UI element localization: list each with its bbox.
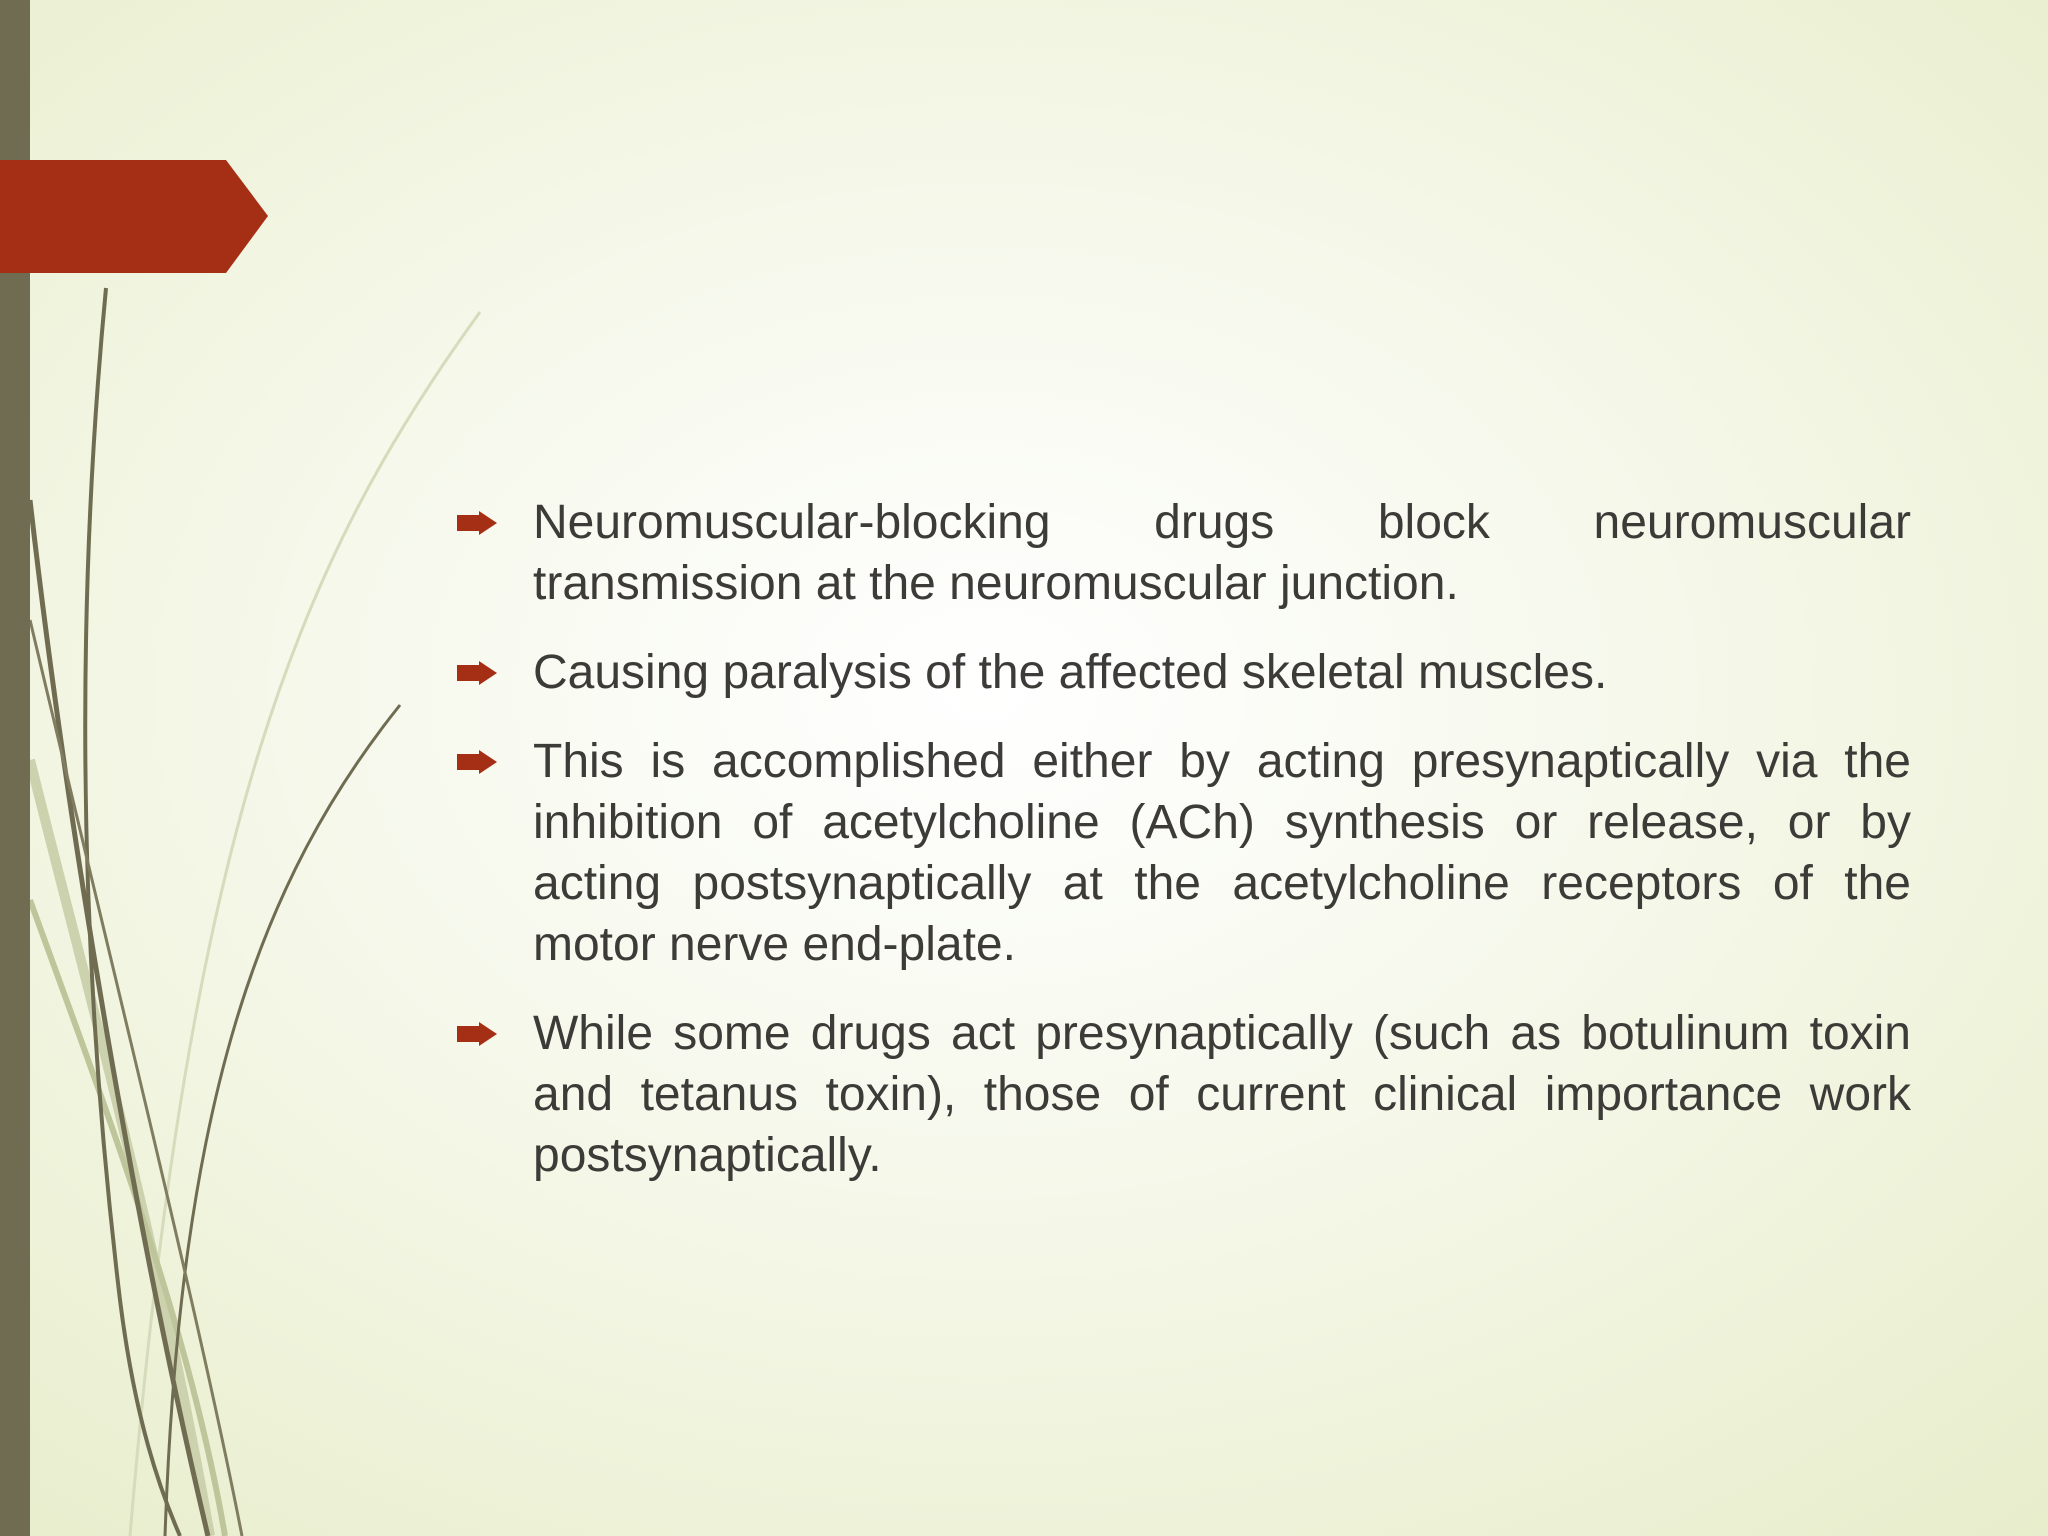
- bullet-text: While some drugs act presynaptically (such as botulinum toxin and tetanus toxin), those of current clinical importance work postsynaptically.: [533, 1007, 1911, 1182]
- arrow-right-icon: [457, 661, 497, 685]
- bullet-list: [455, 492, 1911, 1186]
- title-tab-arrow: [0, 160, 268, 273]
- bullet-text: Neuromuscular-blocking drugs block neuromuscular transmission at the neuromuscular junction.: [533, 496, 1911, 610]
- bullet-text: This is accomplished either by acting presynaptically via the inhibition of acetylcholine (ACh) synthesis or release, or by acting postsynaptically at the acetylcholine receptors of the motor nerve end-plate.: [533, 735, 1911, 971]
- arrow-right-icon: [457, 1022, 497, 1046]
- bullet-text: Causing paralysis of the affected skeletal muscles.: [533, 646, 1608, 699]
- arrow-right-icon: [457, 511, 497, 535]
- bullet-item: [455, 731, 1911, 975]
- bullet-item: [455, 642, 1911, 703]
- content-area: [455, 492, 1911, 1214]
- bullet-item: [455, 492, 1911, 614]
- bullet-item: [455, 1003, 1911, 1186]
- title-tab-shape: [0, 160, 268, 273]
- arrow-right-icon: [457, 750, 497, 774]
